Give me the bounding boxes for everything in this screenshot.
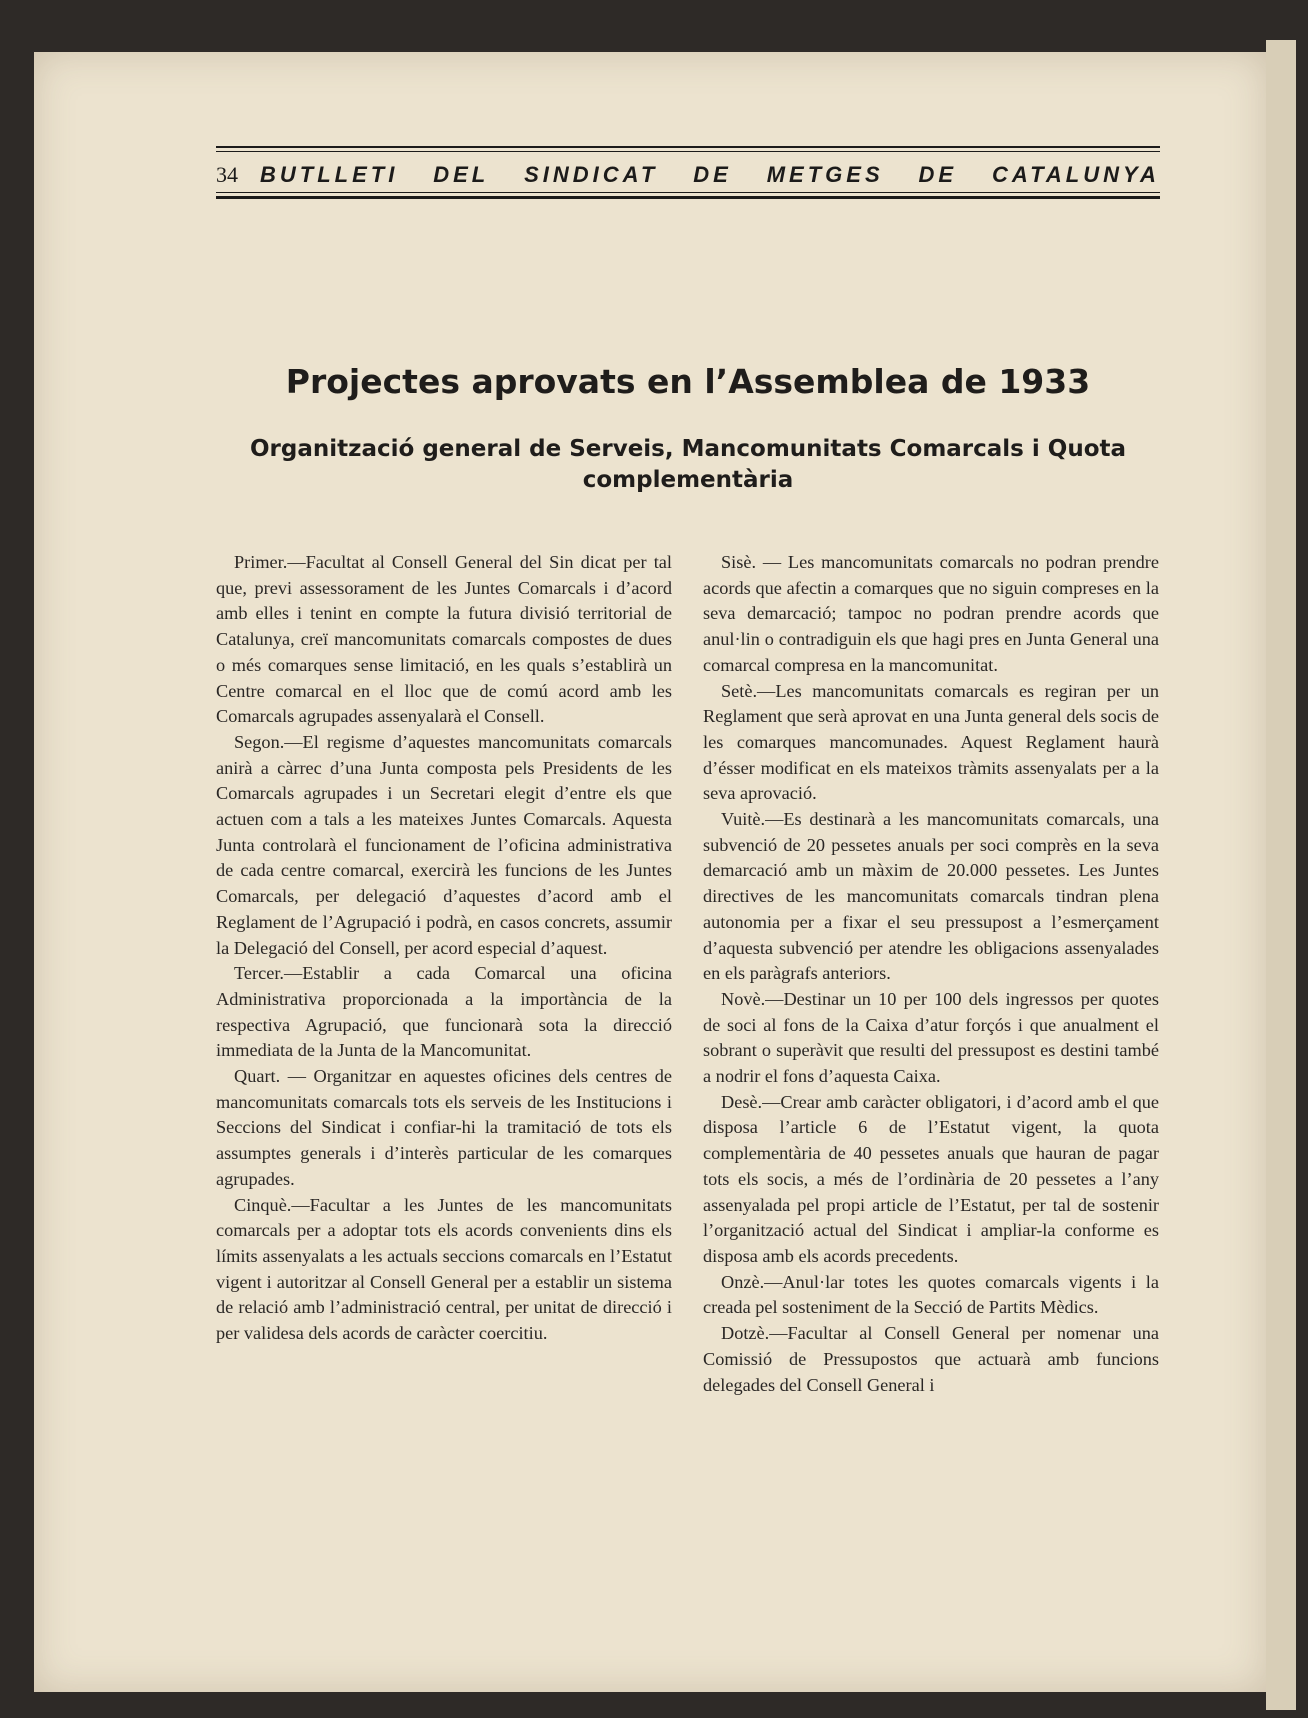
page-number: 34 [216,162,238,187]
article-subtitle: Organització general de Serveis, Mancomunitats Comarcals i Quota complementària [249,436,1127,493]
paragraph-segon: Segon.—El regisme d’aquestes mancomunitats comarcals anirà a càrrec d’una Junta composta pels Presidents de les Comarcals agrupades i un Secretari elegit d’entre els que actuen com a tals a les mateixes Juntes Comarcals. Aquesta Junta controlarà el funcionament de l’oficina administrativa de cada centre comarcal, exercirà les funcions de les Juntes Comarcals, per delegació d’aquestes d’acord amb el Reglament de l’Agrupació i podrà, en casos concrets, assumir la Delegació del Consell, per acord especial d’aquest. [216,731,672,958]
journal-title-word: DE [693,162,732,187]
header-rule-top-thin [216,151,1160,152]
paragraph-cinque: Cinquè.—Facultar a les Juntes de les mancomunitats comarcals per a adoptar tots els acords convenients dins els límits assenyalats a les actuals seccions comarcals en l’Estatut vigent i autoritzar al Consell General per a establir un sistema de relació amb l’administració central, per unitat de direcció i per validesa dels acords de caràcter coercitiu. [216,1194,672,1344]
header-rule-top [216,146,1160,148]
paragraph-dese: Desè.—Crear amb caràcter obligatori, i d’acord amb el que disposa l’article 6 de l’Estatut vigent, la quota complementària de 40 pessetes anuals que hauran de pagar tots els socis, a més de l’ordinària de 20 pessetes a l’any assenyalada pel propi article de l’Estatut, per tal de sostenir l’organització actual del Sindicat i ampliar-la conforme es disposa amb els acords precedents. [703,1091,1159,1266]
journal-title-word: SINDICAT [524,162,659,187]
page-edge [1266,40,1296,1710]
paragraph-quart: Quart. — Organitzar en aquestes oficines dels centres de mancomunitats comarcals tots els serveis de les Institucions i Seccions del Sindicat i confiar-hi la tramitació de tots els assumptes generals i d’interès particular de les comarques agrupades. [216,1066,672,1189]
header-rule-bottom-thin [216,192,1160,193]
left-column [216,550,672,1347]
running-header [216,146,1160,202]
journal-title-word: METGES [766,162,884,187]
paragraph-nove: Novè.—Destinar un 10 per 100 dels ingressos per quotes de soci al fons de la Caixa d’atur forçós i que anualment el sobrant o superàvit que resulti del pressupost es destini també a nodrir el fons d’aquesta Caixa. [703,988,1159,1087]
paragraph-sete: Setè.—Les mancomunitats comarcals es regiran per un Reglament que serà aprovat en una Junta general dels socis de les comarques mancomunades. Aquest Reglament haurà d’ésser modificat en els mateixos tràmits assenyalats per a la seva aprovació. [703,680,1159,804]
paragraph-primer: Primer.—Facultat al Consell General del Sin dicat per tal que, previ assessorament de les Juntes Comarcals i d’acord amb elles i tenint en compte la futura divisió territorial de Catalunya, creï mancomunitats comarcals compostes de dues o més comarques sense limitació, en les quals s’establirà un Centre comarcal en el lloc que de comú acord amb les Comarcals agrupades assenyalarà el Consell. [216,552,672,727]
journal-title-word: CATALUNYA [991,162,1160,187]
article-title: Projectes aprovats en l’Assemblea de 1933 [285,362,1091,401]
paragraph-vuite: Vuitè.—Es destinarà a les mancomunitats comarcals, una subvenció de 20 pessetes anuals per soci comprès en la seva demarcació amb un màxim de 20.000 pessetes. Les Juntes directives de les mancomunitats comarcals tindran plena autonomia per a fixar el seu pressupost a l’esmerçament d’aquesta subvenció per atendre les obligacions assenyalades en els paràgrafs anteriors. [703,809,1159,984]
journal-title-word: BUTLLETI [260,162,399,187]
journal-title [260,162,1160,188]
header-rule-bottom [216,196,1160,199]
right-column [703,550,1159,1398]
paragraph-sise: Sisè. — Les mancomunitats comarcals no podran prendre acords que afectin a comarques que no siguin compreses en la seva demarcació; tampoc no podran prendre acords que anul·lin o contradiguin els que hagi pres en Junta General una comarcal compresa en la mancomunitat. [703,552,1159,675]
paragraph-tercer: Tercer.—Establir a cada Comarcal una oficina Administrativa proporcionada a la importància de la respectiva Agrupació, que funcionarà sota la direcció immediata de la Junta de la Mancomunitat. [216,963,672,1061]
journal-title-word: DEL [433,162,490,187]
journal-title-word: DE [918,162,958,187]
paragraph-dotze: Dotzè.—Facultar al Consell General per nomenar una Comissió de Pressupostos que actuarà amb funcions delegades del Consell General i [703,1323,1159,1395]
paragraph-onze: Onzè.—Anul·lar totes les quotes comarcals vigents i la creada pel sosteniment de la Secció de Partits Mèdics. [703,1271,1159,1318]
